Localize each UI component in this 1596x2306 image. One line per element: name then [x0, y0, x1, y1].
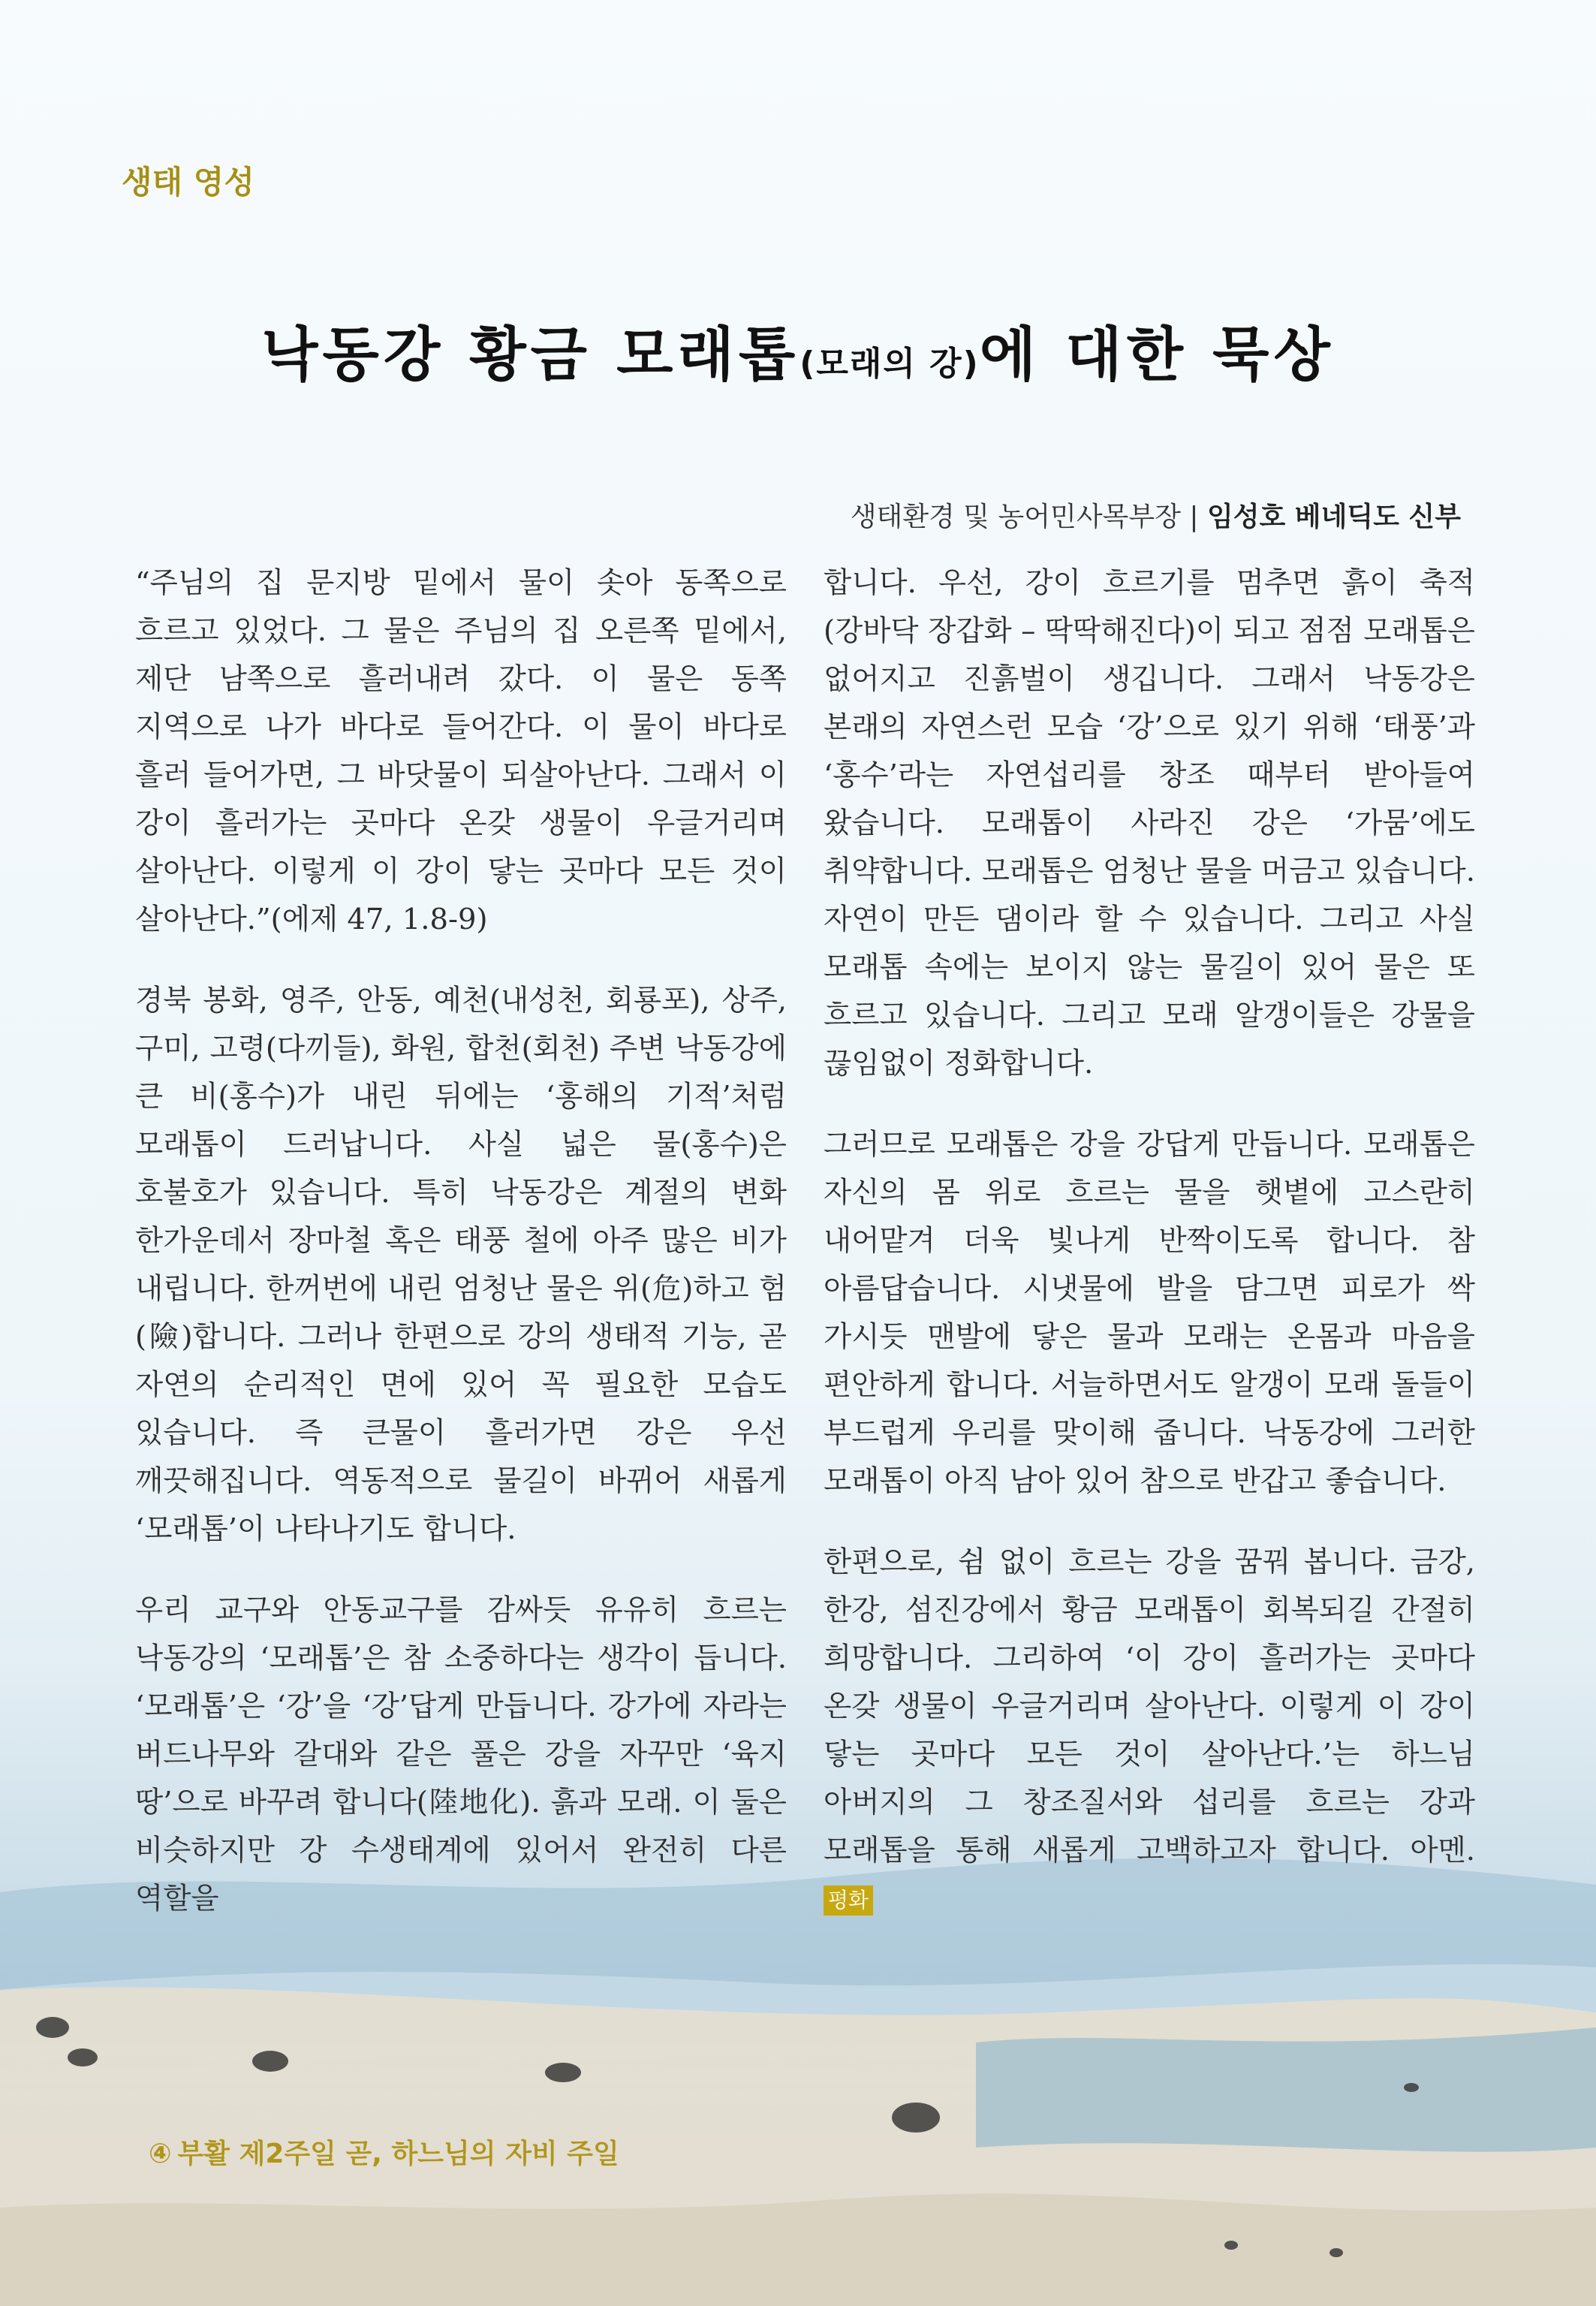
page-footer: [149, 2133, 619, 2171]
page-title: [0, 308, 1596, 392]
title-end: 에 대한 묵상: [979, 321, 1335, 389]
paragraph: 경북 봉화, 영주, 안동, 예천(내성천, 회룡포), 상주, 구미, 고령(다끼들), 화원, 합천(회천) 주변 낙동강에 큰 비(홍수)가 내린 뒤에는 ‘홍해의 기적’처럼 모래톱이 드러납니다. 사실 넓은 물(홍수)은 호불호가 있습니다. 특히 낙동강은 계절의 변화 한가운데서 장마철 혹은 태풍 철에 아주 많은 비가 내립니다. 한꺼번에 내린 엄청난 물은 위(危)하고 험(險)합니다. 그러나 한편으로 강의 생태적 기능, 곧 자연의 순리적인 면에 있어 꼭 필요한 모습도 있습니다. 즉 큰물이 흘러가면 강은 우선 깨끗해집니다. 역동적으로 물길이 바뀌어 새롭게 ‘모래톱’이 나타나기도 합니다.: [135, 984, 787, 1546]
end-mark: 평화: [824, 1885, 873, 1916]
paragraph: “주님의 집 문지방 밑에서 물이 솟아 동쪽으로 흐르고 있었다. 그 물은 주님의 집 오른쪽 밑에서, 제단 남쪽으로 흘러내려 갔다. 이 물은 동쪽 지역으로 나가 바다로 들어간다. 이 물이 바다로 흘러 들어가면, 그 바닷물이 되살아난다. 그래서 이 강이 흘러가는 곳마다 온갖 생물이 우글거리며 살아난다. 이렇게 이 강이 닿는 곳마다 모든 것이 살아난다.”(에제 47, 1.8-9): [135, 566, 787, 936]
paragraph: [824, 1539, 1475, 1923]
paragraph: 그러므로 모래톱은 강을 강답게 만듭니다. 모래톱은 자신의 몸 위로 흐르는 물을 햇볕에 고스란히 내어맡겨 더욱 빛나게 반짝이도록 합니다. 참 아름답습니다. 시냇물에 발을 담그면 피로가 싹 가시듯 맨발에 닿은 물과 모래는 온몸과 마음을 편안하게 합니다. 서늘하면서도 알갱이 모래 돌들이 부드럽게 우리를 맞이해 줍니다. 낙동강에 그러한 모래톱이 아직 남아 있어 참으로 반갑고 좋습니다.: [824, 1128, 1475, 1498]
author-name: 임성호 베네딕도 신부: [1206, 502, 1461, 532]
left-column: [135, 559, 787, 1956]
paragraph-text: 한편으로, 쉼 없이 흐르는 강을 꿈꿔 봅니다. 금강, 한강, 섬진강에서 황금 모래톱이 회복되길 간절히 희망합니다. 그리하여 ‘이 강이 흘러가는 곳마다 온갖 생물이 우글거리며 살아난다. 이렇게 이 강이 닿는 곳마다 모든 것이 살아난다.’는 하느님 아버지의 그 창조질서와 섭리를 흐르는 강과 모래톱을 통해 새롭게 고백하고자 합니다. 아멘.: [824, 1545, 1475, 1867]
paragraph: 우리 교구와 안동교구를 감싸듯 유유히 흐르는 낙동강의 ‘모래톱’은 참 소중하다는 생각이 듭니다. ‘모래톱’은 ‘강’을 ‘강’답게 만듭니다. 강가에 자라는 버드나무와 갈대와 같은 풀은 강을 자꾸만 ‘육지 땅’으로 바꾸려 합니다(陸地化). 흙과 모래. 이 둘은 비슷하지만 강 수생태계에 있어서 완전히 다른 역할을: [135, 1593, 787, 1916]
author-byline: [851, 496, 1461, 534]
page-number: ④: [149, 2139, 172, 2169]
paragraph: 합니다. 우선, 강이 흐르기를 멈추면 흙이 축적(강바닥 장갑화 – 딱딱해진다)이 되고 점점 모래톱은 없어지고 진흙벌이 생깁니다. 그래서 낙동강은 본래의 자연스런 모습 ‘강’으로 있기 위해 ‘태풍’과 ‘홍수’라는 자연섭리를 창조 때부터 받아들여 왔습니다. 모래톱이 사라진 강은 ‘가뭄’에도 취약합니다. 모래톱은 엄청난 물을 머금고 있습니다. 자연이 만든 댐이라 할 수 있습니다. 그리고 사실 모래톱 속에는 보이지 않는 물길이 있어 물은 또 흐르고 있습니다. 그리고 모래 알갱이들은 강물을 끊임없이 정화합니다.: [824, 566, 1475, 1081]
right-column: [824, 559, 1475, 1956]
section-label: 생태 영성: [122, 164, 254, 200]
title-main: 낙동강 황금 모래톱: [261, 321, 800, 389]
footer-text: 부활 제2주일 곧, 하느님의 자비 주일: [177, 2139, 619, 2169]
author-role: 생태환경 및 농어민사목부장 |: [850, 502, 1207, 532]
title-subtitle: (모래의 강): [800, 345, 980, 383]
